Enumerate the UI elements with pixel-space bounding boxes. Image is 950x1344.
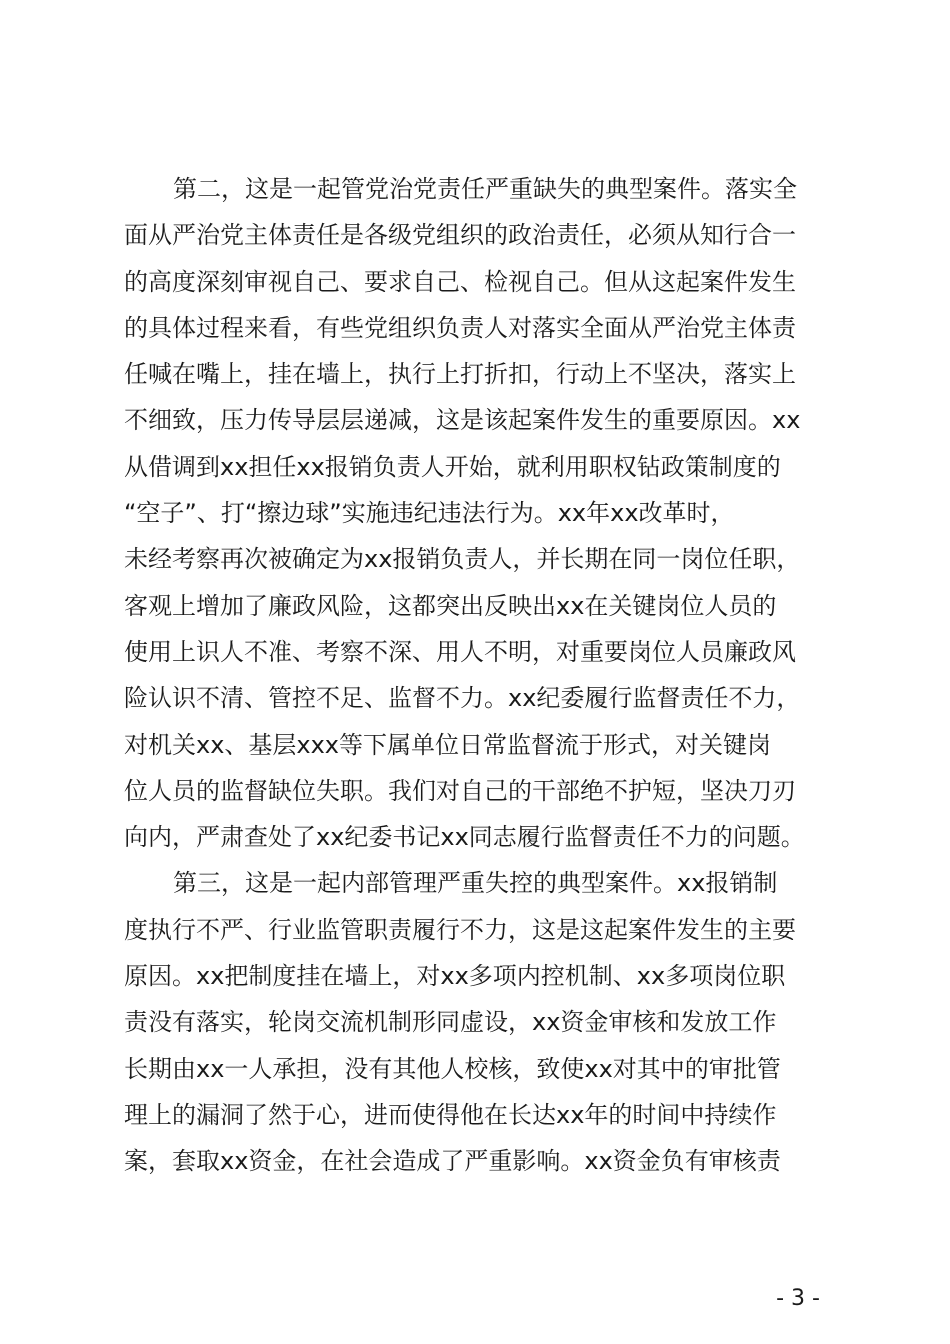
page-number: - 3 -	[776, 1286, 820, 1311]
paragraph-line: 使用上识人不准、考察不深、用人不明，对重要岗位人员廉政风	[124, 637, 796, 666]
paragraph-line: 度执行不严、行业监管职责履行不力，这是这起案件发生的主要	[124, 915, 796, 944]
paragraph-line: 责没有落实，轮岗交流机制形同虚设，xx资金审核和发放工作	[124, 1008, 777, 1037]
paragraph-line: 未经考察再次被确定为xx报销负责人，并长期在同一岗位任职，	[124, 545, 801, 574]
paragraph-line: 面从严治党主体责任是各级党组织的政治责任，必须从知行合一	[124, 221, 796, 250]
paragraph-line: 险认识不清、管控不足、监督不力。xx纪委履行监督责任不力，	[124, 684, 801, 713]
paragraph-line: 案，套取xx资金，在社会造成了严重影响。xx资金负有审核责	[124, 1147, 781, 1176]
paragraph-line: 对机关xx、基层xxx等下属单位日常监督流于形式，对关键岗	[124, 730, 772, 759]
paragraph-line: “空子”、打“擦边球”实施违纪违法行为。xx年xx改革时，	[124, 499, 735, 528]
paragraph-line: 第三，这是一起内部管理严重失控的典型案件。xx报销制	[173, 869, 778, 898]
paragraph-line: 位人员的监督缺位失职。我们对自己的干部绝不护短，坚决刀刃	[124, 776, 796, 805]
paragraph-line: 任喊在嘴上，挂在墙上，执行上打折扣，行动上不坚决，落实上	[124, 360, 796, 389]
paragraph-line: 第二，这是一起管党治党责任严重缺失的典型案件。落实全	[173, 175, 797, 203]
body-text	[124, 166, 824, 1185]
paragraph-line: 长期由xx一人承担，没有其他人校核，致使xx对其中的审批管	[124, 1054, 781, 1083]
paragraph-line: 客观上增加了廉政风险，这都突出反映出xx在关键岗位人员的	[124, 591, 777, 620]
paragraph-line: 原因。xx把制度挂在墙上，对xx多项内控机制、xx多项岗位职	[124, 962, 786, 991]
paragraph-line: 理上的漏洞了然于心，进而使得他在长达xx年的时间中持续作	[124, 1100, 777, 1129]
paragraph-line: 不细致，压力传导层层递减，这是该起案件发生的重要原因。xx	[124, 406, 801, 435]
paragraph-line: 从借调到xx担任xx报销负责人开始，就利用职权钻政策制度的	[124, 452, 781, 481]
paragraph-line: 的高度深刻审视自己、要求自己、检视自己。但从这起案件发生	[124, 267, 796, 296]
paragraph-line: 的具体过程来看，有些党组织负责人对落实全面从严治党主体责	[124, 313, 796, 342]
paragraph-line: 向内，严肃查处了xx纪委书记xx同志履行监督责任不力的问题。	[124, 823, 805, 852]
